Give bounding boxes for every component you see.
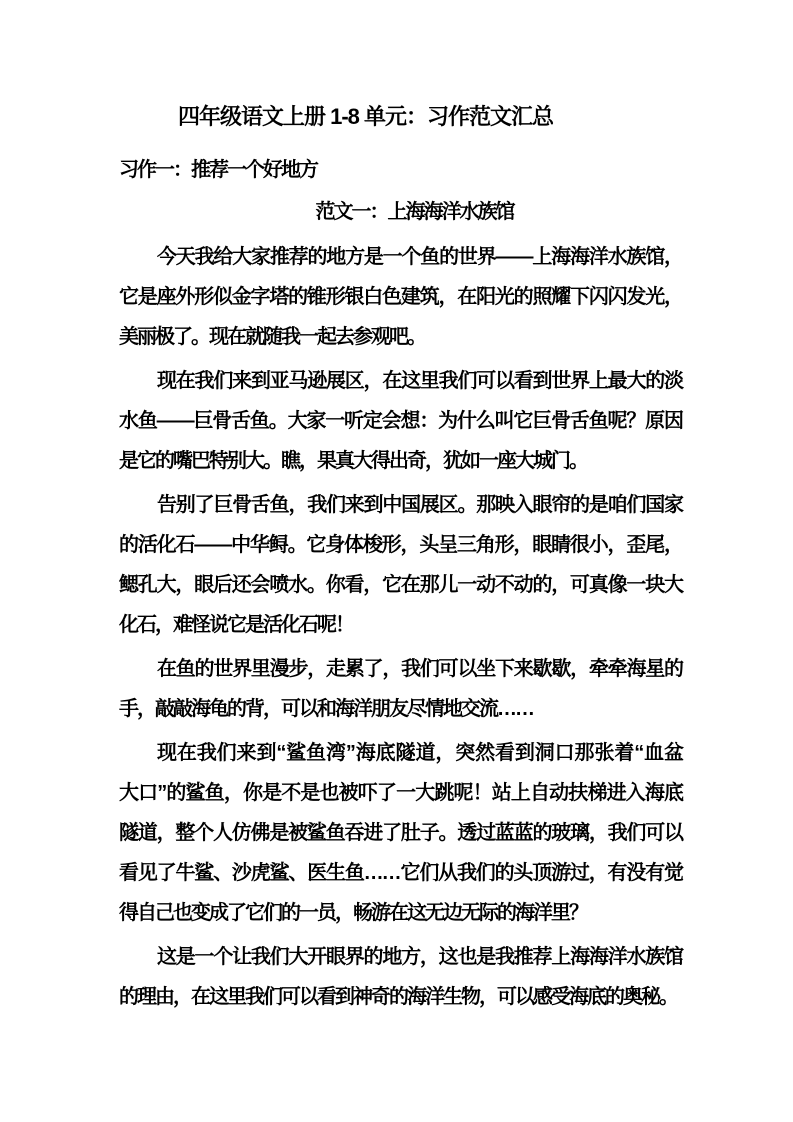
text-line: 今天我给大家推荐的地方是一个鱼的世界——上海海洋水族馆， [157,246,682,268]
paragraph [119,361,682,481]
text-line: 鳃孔大，眼后还会喷水。你看，它在那儿一动不动的，可真像一块大 [119,574,682,596]
text-line: 大口”的鲨鱼，你是不是也被吓了一大跳呢！站上自动扶梯进入海底 [119,782,682,804]
text-line: 隧道，整个人仿佛是被鲨鱼吞进了肚子。透过蓝蓝的玻璃，我们可以 [119,822,682,844]
essay-heading: 范文一：上海海洋水族馆 [315,201,514,223]
paragraph [119,937,682,1017]
paragraph [119,485,682,645]
text-column [119,0,682,1021]
text-line: 得自己也变成了它们的一员，畅游在这无边无际的海洋里？ [119,902,587,924]
text-line: 现在我们来到“鲨鱼湾”海底隧道，突然看到洞口那张着“血盆 [157,742,682,764]
text-line: 这是一个让我们大开眼界的地方，这也是我推荐上海海洋水族馆 [157,946,682,968]
text-line: 看见了牛鲨、沙虎鲨、医生鱼……它们从我们的头顶游过，有没有觉 [119,862,682,884]
paragraph [119,733,682,933]
text-line: 水鱼——巨骨舌鱼。大家一听定会想：为什么叫它巨骨舌鱼呢？原因 [119,410,682,432]
text-line: 在鱼的世界里漫步，走累了，我们可以坐下来歇歇，牵牵海星的 [157,658,682,680]
text-line: 它是座外形似金字塔的锥形银白色建筑，在阳光的照耀下闪闪发光， [119,286,682,308]
paragraph [119,237,682,357]
document-title: 四年级语文上册 1-8 单元：习作范文汇总 [178,104,554,129]
paragraph [119,649,682,729]
text-line: 告别了巨骨舌鱼，我们来到中国展区。那映入眼帘的是咱们国家 [157,494,682,516]
section-heading: 习作一：推荐一个好地方 [119,159,317,181]
text-line: 手，敲敲海龟的背，可以和海洋朋友尽情地交流…… [119,698,533,720]
text-line: 的活化石——中华鲟。它身体梭形，头呈三角形，眼睛很小，歪尾， [119,534,682,556]
text-line: 美丽极了。现在就随我一起去参观吧。 [119,326,425,348]
text-line: 化石，难怪说它是活化石呢！ [119,614,353,636]
text-line: 现在我们来到亚马逊展区，在这里我们可以看到世界上最大的淡 [157,370,682,392]
text-line: 的理由，在这里我们可以看到神奇的海洋生物，可以感受海底的奥秘。 [119,986,677,1008]
essay-body [119,237,682,1017]
text-line: 是它的嘴巴特别大。瞧，果真大得出奇，犹如一座大城门。 [119,450,587,472]
